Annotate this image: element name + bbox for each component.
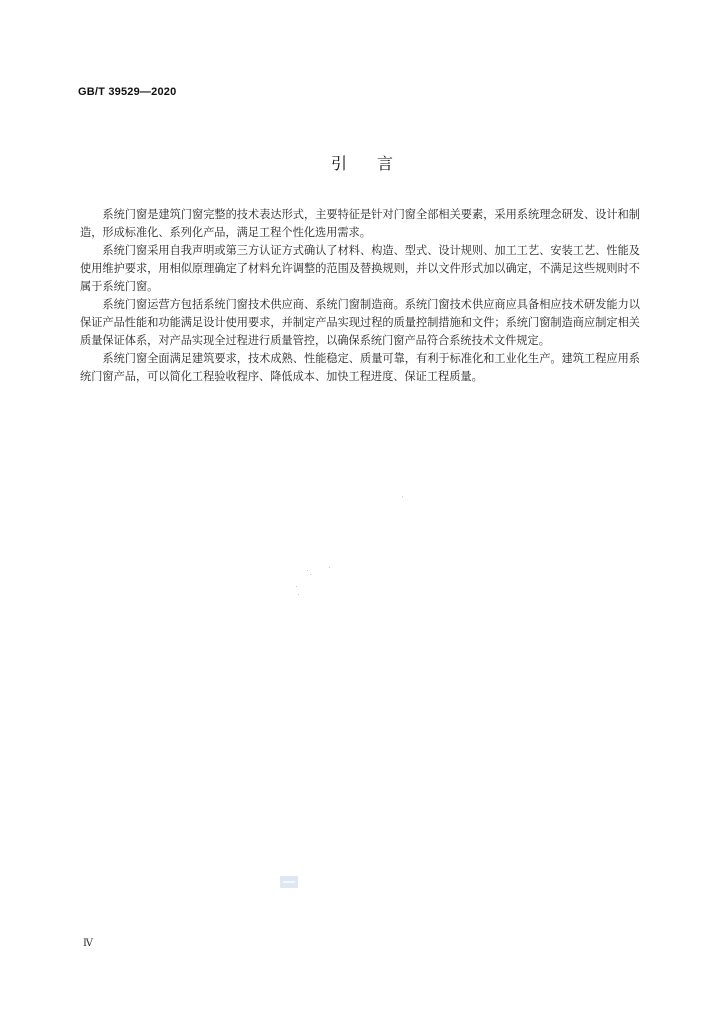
faint-watermark-stamp [280,876,298,888]
paragraph-1: 系统门窗是建筑门窗完整的技术表达形式，主要特征是针对门窗全部相关要素，采用系统理念研发、设计和制造，形成标准化、系列化产品，满足工程个性化选用需求。 [80,208,640,239]
scan-speck [307,570,308,571]
body-text [80,206,640,386]
paragraph-3: 系统门窗运营方包括系统门窗技术供应商、系统门窗制造商。系统门窗技术供应商应具备相应技术研发能力以保证产品性能和功能满足设计使用要求，并制定产品实现过程的质量控制措施和文件；系统门窗制造商应制定相关质量保证体系，对产品实现全过程进行质量管控，以确保系统门窗产品符合系统技术文件规定。 [80,298,640,347]
section-title: 引言 [330,154,423,173]
scan-speck [310,574,311,575]
standard-code-header: GB/T 39529—2020 [78,86,177,98]
page-number: Ⅳ [83,938,93,949]
scan-speck [402,496,403,497]
scan-speck [296,586,297,587]
scan-speck [298,594,299,595]
scan-speck [329,567,330,568]
paragraph-4: 系统门窗全面满足建筑要求，技术成熟、性能稳定、质量可靠，有利于标准化和工业化生产。建筑工程应用系统门窗产品，可以简化工程验收程序、降低成本、加快工程进度、保证工程质量。 [80,352,640,383]
paragraph-2: 系统门窗采用自我声明或第三方认证方式确认了材料、构造、型式、设计规则、加工工艺、安装工艺、性能及使用维护要求，用相似原理确定了材料允许调整的范围及替换规则，并以文件形式加以确定，不满足这些规则时不属于系统门窗。 [80,244,640,293]
